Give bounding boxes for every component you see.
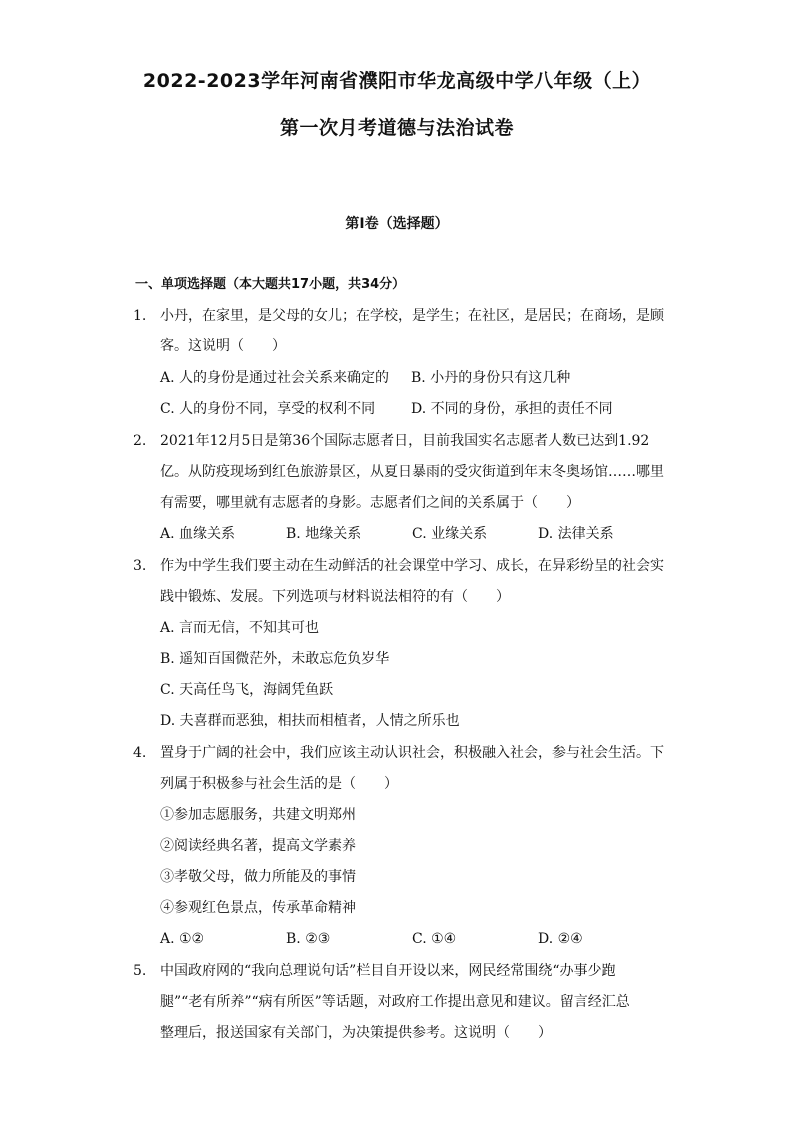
option-b: B. ②③ <box>286 931 331 947</box>
option-c: C. 业缘关系 <box>412 526 488 542</box>
option-d: D. ②④ <box>538 931 583 947</box>
question-number: 3. <box>133 558 147 574</box>
question-text-line: 置身于广阔的社会中，我们应该主动认识社会，积极融入社会，参与社会生活。下 <box>160 745 664 761</box>
option-c: C. 人的身份不同，享受的权利不同 <box>160 401 376 417</box>
option-a: A. 言而无信，不知其可也 <box>160 620 320 636</box>
statement-1: ①参加志愿服务，共建文明郑州 <box>160 807 356 823</box>
option-a: A. 人的身份是通过社会关系来确定的 <box>160 370 390 386</box>
question-text-line: 作为中学生我们要主动在生动鲜活的社会课堂中学习、成长，在异彩纷呈的社会实 <box>160 558 664 574</box>
option-d: D. 不同的身份，承担的责任不同 <box>411 401 613 417</box>
question-number: 5. <box>133 963 147 979</box>
option-a: A. ①② <box>160 931 205 947</box>
question-number: 1. <box>133 308 147 324</box>
question-number: 2. <box>133 433 147 449</box>
question-text-line: 践中锻炼、发展。下列选项与材料说法相符的有（ ） <box>160 589 510 605</box>
question-number: 4. <box>133 745 147 761</box>
question-text-line: 亿。从防疫现场到红色旅游景区，从夏日暴雨的受灾街道到年末冬奥场馆……哪里 <box>160 464 664 480</box>
question-text-line: 小丹，在家里，是父母的女儿；在学校，是学生；在社区，是居民；在商场，是顾 <box>160 308 664 324</box>
option-c: C. ①④ <box>412 931 457 947</box>
question-text-line: 有需要，哪里就有志愿者的身影。志愿者们之间的关系属于（ ） <box>160 495 580 511</box>
option-d: D. 法律关系 <box>538 526 614 542</box>
question-text-line: 整理后，报送国家有关部门，为决策提供参考。这说明（ ） <box>160 1025 552 1041</box>
section-heading: 一、单项选择题（本大题共17小题，共34分） <box>135 277 406 292</box>
question-text-line: 2021年12月5日是第36个国际志愿者日，目前我国实名志愿者人数已达到1.92 <box>160 433 650 449</box>
option-b: B. 遥知百国微茫外，未敢忘危负岁华 <box>160 651 390 667</box>
option-d: D. 夫喜群而恶独，相扶而相植者，人情之所乐也 <box>160 713 460 729</box>
option-a: A. 血缘关系 <box>160 526 236 542</box>
option-c: C. 天高任鸟飞，海阔凭鱼跃 <box>160 682 334 698</box>
statement-4: ④参观红色景点，传承革命精神 <box>160 900 356 916</box>
volume-heading: 第Ⅰ卷（选择题） <box>345 216 449 232</box>
option-b: B. 小丹的身份只有这几种 <box>411 370 571 386</box>
exam-title-line1: 2022-2023学年河南省濮阳市华龙高级中学八年级（上） <box>142 70 652 92</box>
question-text-line: 客。这说明（ ） <box>160 338 286 354</box>
statement-3: ③孝敬父母，做力所能及的事情 <box>160 869 356 885</box>
question-text-line: 列属于积极参与社会生活的是（ ） <box>160 776 398 792</box>
question-text-line: 腿”“老有所养”“病有所医”等话题，对政府工作提出意见和建议。留言经汇总 <box>160 994 630 1010</box>
statement-2: ②阅读经典名著，提高文学素养 <box>160 838 356 854</box>
question-text-line: 中国政府网的“我向总理说句话”栏目自开设以来，网民经常围绕“办事少跑 <box>160 963 616 979</box>
option-b: B. 地缘关系 <box>286 526 362 542</box>
exam-title-line2: 第一次月考道德与法治试卷 <box>279 117 514 139</box>
